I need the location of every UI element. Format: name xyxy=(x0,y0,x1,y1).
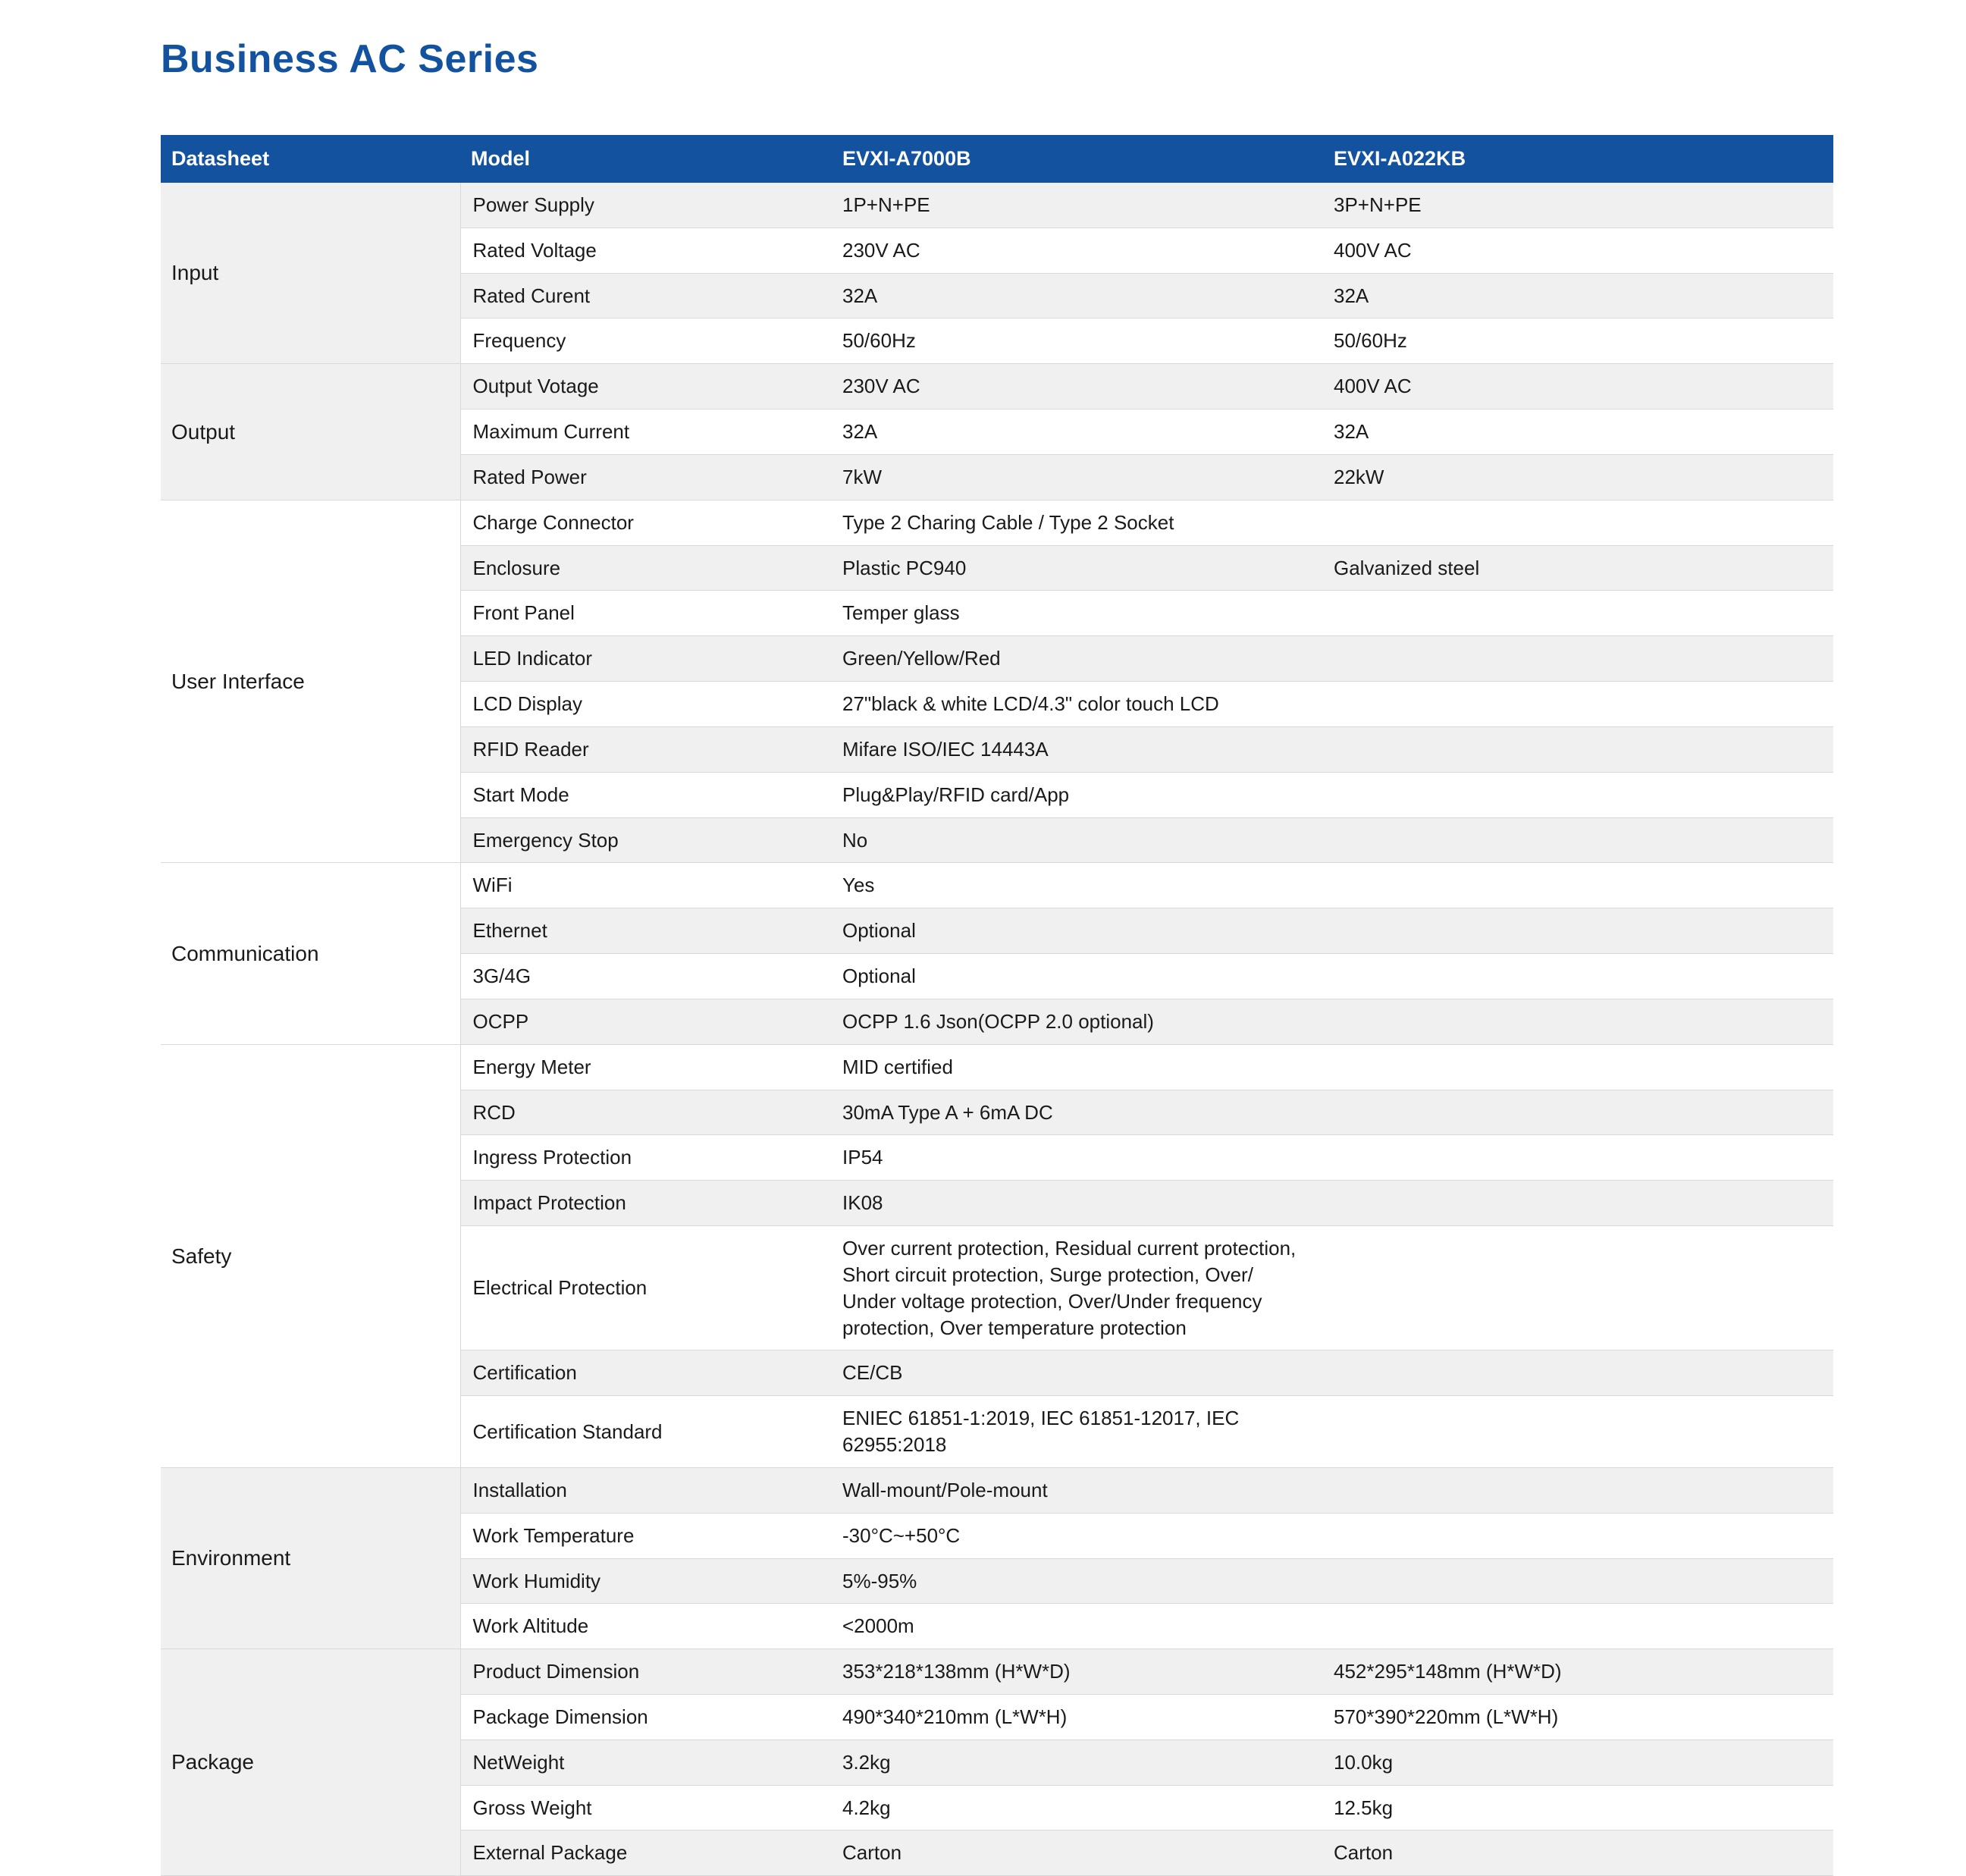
parameter-label: Installation xyxy=(460,1467,832,1513)
value-a7000b: -30°C~+50°C xyxy=(832,1513,1323,1558)
value-a022kb xyxy=(1323,500,1833,545)
parameter-label: LCD Display xyxy=(460,682,832,727)
value-a022kb xyxy=(1323,1090,1833,1135)
parameter-label: Front Panel xyxy=(460,591,832,636)
column-header-model: Model xyxy=(460,135,832,183)
value-a022kb xyxy=(1323,682,1833,727)
value-a7000b: 7kW xyxy=(832,454,1323,500)
value-a7000b: 230V AC xyxy=(832,364,1323,409)
parameter-label: NetWeight xyxy=(460,1740,832,1785)
parameter-label: Rated Power xyxy=(460,454,832,500)
value-a022kb xyxy=(1323,1396,1833,1468)
value-a7000b: 4.2kg xyxy=(832,1785,1323,1831)
row-group-label: Communication xyxy=(161,863,460,1044)
value-a7000b: ENIEC 61851-1:2019, IEC 61851-12017, IEC 62955:2018 xyxy=(832,1396,1323,1468)
value-a022kb xyxy=(1323,1467,1833,1513)
value-a7000b: CE/CB xyxy=(832,1351,1323,1396)
value-a7000b: Mifare ISO/IEC 14443A xyxy=(832,726,1323,772)
parameter-label: RFID Reader xyxy=(460,726,832,772)
value-a022kb xyxy=(1323,1181,1833,1226)
value-a7000b: Carton xyxy=(832,1831,1323,1876)
value-a7000b: 490*340*210mm (L*W*H) xyxy=(832,1694,1323,1740)
value-a022kb: 12.5kg xyxy=(1323,1785,1833,1831)
parameter-label: Ethernet xyxy=(460,908,832,954)
parameter-label: OCPP xyxy=(460,999,832,1044)
value-a7000b: No xyxy=(832,817,1323,863)
parameter-label: Work Temperature xyxy=(460,1513,832,1558)
parameter-label: Certification Standard xyxy=(460,1396,832,1468)
value-a7000b: Over current protection, Residual current protection, Short circuit protection, Surge protection, Over/ Under voltage protection, Over/Under frequency protection, Over temperature protection xyxy=(832,1226,1323,1351)
parameter-label: Power Supply xyxy=(460,183,832,227)
value-a7000b: Optional xyxy=(832,954,1323,999)
value-a7000b: 32A xyxy=(832,409,1323,455)
table-row xyxy=(161,500,1833,545)
value-a022kb xyxy=(1323,817,1833,863)
value-a022kb xyxy=(1323,1604,1833,1649)
value-a7000b: Temper glass xyxy=(832,591,1323,636)
value-a022kb: 32A xyxy=(1323,409,1833,455)
parameter-label: Impact Protection xyxy=(460,1181,832,1226)
value-a022kb: 3P+N+PE xyxy=(1323,183,1833,227)
value-a022kb: 452*295*148mm (H*W*D) xyxy=(1323,1649,1833,1695)
table-row xyxy=(161,1649,1833,1695)
value-a7000b: <2000m xyxy=(832,1604,1323,1649)
value-a7000b: Yes xyxy=(832,863,1323,908)
value-a022kb: 10.0kg xyxy=(1323,1740,1833,1785)
parameter-label: Work Humidity xyxy=(460,1558,832,1604)
row-group-label: Input xyxy=(161,183,460,364)
parameter-label: Charge Connector xyxy=(460,500,832,545)
value-a022kb: Carton xyxy=(1323,1831,1833,1876)
value-a7000b: 1P+N+PE xyxy=(832,183,1323,227)
value-a7000b: Plug&Play/RFID card/App xyxy=(832,772,1323,817)
row-group-label: Environment xyxy=(161,1467,460,1649)
value-a7000b: MID certified xyxy=(832,1044,1323,1090)
parameter-label: Gross Weight xyxy=(460,1785,832,1831)
row-group-label: Safety xyxy=(161,1044,460,1467)
value-a7000b: OCPP 1.6 Json(OCPP 2.0 optional) xyxy=(832,999,1323,1044)
value-a022kb xyxy=(1323,863,1833,908)
parameter-label: LED Indicator xyxy=(460,636,832,682)
value-a022kb xyxy=(1323,726,1833,772)
value-a7000b: 50/60Hz xyxy=(832,318,1323,364)
value-a7000b: Type 2 Charing Cable / Type 2 Socket xyxy=(832,500,1323,545)
column-header-model-a7000b: EVXI-A7000B xyxy=(832,135,1323,183)
value-a022kb: 400V AC xyxy=(1323,364,1833,409)
value-a022kb xyxy=(1323,999,1833,1044)
parameter-label: Energy Meter xyxy=(460,1044,832,1090)
parameter-label: WiFi xyxy=(460,863,832,908)
value-a7000b: 32A xyxy=(832,273,1323,318)
parameter-label: External Package xyxy=(460,1831,832,1876)
value-a022kb xyxy=(1323,1044,1833,1090)
table-row xyxy=(161,183,1833,227)
value-a022kb: 400V AC xyxy=(1323,227,1833,273)
value-a022kb: Galvanized steel xyxy=(1323,545,1833,591)
value-a7000b: 30mA Type A + 6mA DC xyxy=(832,1090,1323,1135)
parameter-label: 3G/4G xyxy=(460,954,832,999)
value-a022kb: 570*390*220mm (L*W*H) xyxy=(1323,1694,1833,1740)
table-header xyxy=(161,135,1833,183)
column-header-datasheet: Datasheet xyxy=(161,135,460,183)
row-group-label: User Interface xyxy=(161,500,460,863)
parameter-label: Enclosure xyxy=(460,545,832,591)
parameter-label: Emergency Stop xyxy=(460,817,832,863)
value-a022kb: 32A xyxy=(1323,273,1833,318)
value-a022kb xyxy=(1323,1226,1833,1351)
parameter-label: Output Votage xyxy=(460,364,832,409)
value-a7000b: IK08 xyxy=(832,1181,1323,1226)
row-group-label: Output xyxy=(161,364,460,500)
parameter-label: Ingress Protection xyxy=(460,1135,832,1181)
parameter-label: Rated Voltage xyxy=(460,227,832,273)
table-row xyxy=(161,1467,1833,1513)
value-a022kb xyxy=(1323,636,1833,682)
parameter-label: Package Dimension xyxy=(460,1694,832,1740)
value-a022kb xyxy=(1323,954,1833,999)
parameter-label: Certification xyxy=(460,1351,832,1396)
value-a022kb xyxy=(1323,591,1833,636)
table-body xyxy=(161,183,1833,1876)
parameter-label: Product Dimension xyxy=(460,1649,832,1695)
value-a7000b: 5%-95% xyxy=(832,1558,1323,1604)
value-a022kb xyxy=(1323,772,1833,817)
value-a022kb xyxy=(1323,1513,1833,1558)
row-group-label: Package xyxy=(161,1649,460,1876)
parameter-label: Start Mode xyxy=(460,772,832,817)
value-a7000b: 353*218*138mm (H*W*D) xyxy=(832,1649,1323,1695)
column-header-model-a022kb: EVXI-A022KB xyxy=(1323,135,1833,183)
value-a022kb: 50/60Hz xyxy=(1323,318,1833,364)
value-a7000b: Wall-mount/Pole-mount xyxy=(832,1467,1323,1513)
table-row xyxy=(161,863,1833,908)
table-header-row xyxy=(161,135,1833,183)
value-a7000b: Plastic PC940 xyxy=(832,545,1323,591)
value-a7000b: IP54 xyxy=(832,1135,1323,1181)
table-row xyxy=(161,1044,1833,1090)
value-a7000b: 27"black & white LCD/4.3" color touch LCD xyxy=(832,682,1323,727)
value-a7000b: Optional xyxy=(832,908,1323,954)
value-a022kb xyxy=(1323,1558,1833,1604)
value-a022kb xyxy=(1323,1351,1833,1396)
parameter-label: Work Altitude xyxy=(460,1604,832,1649)
table-row xyxy=(161,364,1833,409)
parameter-label: Electrical Protection xyxy=(460,1226,832,1351)
page-title: Business AC Series xyxy=(161,37,539,81)
value-a7000b: 230V AC xyxy=(832,227,1323,273)
value-a7000b: 3.2kg xyxy=(832,1740,1323,1785)
specifications-table xyxy=(161,135,1833,1876)
value-a022kb xyxy=(1323,908,1833,954)
value-a022kb: 22kW xyxy=(1323,454,1833,500)
value-a7000b: Green/Yellow/Red xyxy=(832,636,1323,682)
parameter-label: RCD xyxy=(460,1090,832,1135)
value-a022kb xyxy=(1323,1135,1833,1181)
parameter-label: Frequency xyxy=(460,318,832,364)
parameter-label: Rated Curent xyxy=(460,273,832,318)
parameter-label: Maximum Current xyxy=(460,409,832,455)
